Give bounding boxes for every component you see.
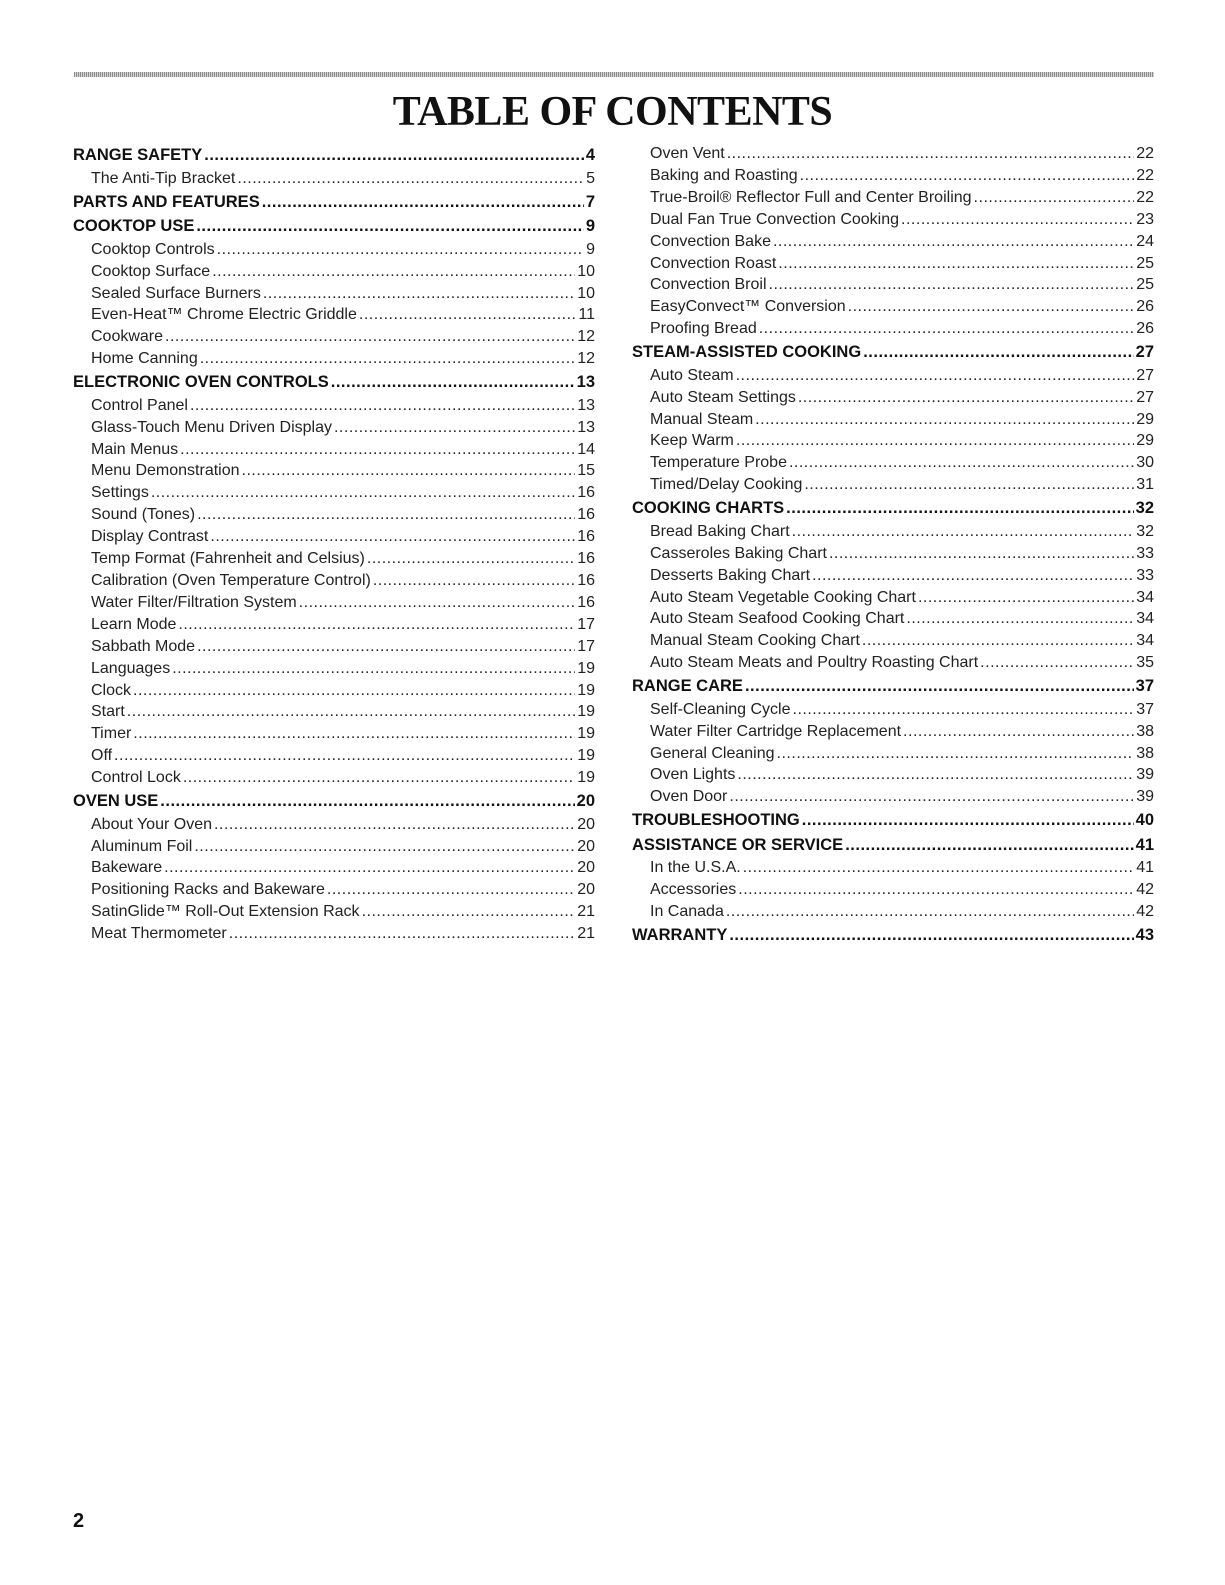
- dot-leader: [729, 923, 1133, 948]
- dot-leader: [327, 879, 575, 901]
- dot-leader: [262, 190, 584, 215]
- toc-entry-page: 34: [1136, 632, 1154, 650]
- toc-entry-page: 16: [577, 528, 595, 546]
- toc-section-entry[interactable]: [632, 808, 1154, 833]
- dot-leader: [359, 304, 577, 326]
- toc-entry-page: 27: [1136, 388, 1154, 406]
- dot-leader: [299, 592, 576, 614]
- toc-subsection-entry[interactable]: [73, 836, 595, 858]
- dot-leader: [755, 409, 1134, 431]
- toc-entry-page: 16: [577, 593, 595, 611]
- toc-section-entry[interactable]: [632, 496, 1154, 521]
- toc-subsection-entry[interactable]: [632, 630, 1154, 652]
- toc-entry-label: COOKING CHARTS: [632, 499, 785, 518]
- toc-entry-page: 19: [577, 659, 595, 677]
- toc-entry-page: 39: [1136, 788, 1154, 806]
- dot-leader: [862, 630, 1134, 652]
- toc-entry-page: 40: [1135, 811, 1154, 830]
- toc-entry-label: Bakeware: [91, 859, 163, 877]
- toc-entry-label: Keep Warm: [650, 432, 734, 450]
- toc-entry-page: 24: [1136, 232, 1154, 250]
- toc-entry-label: Temp Format (Fahrenheit and Celsius): [91, 550, 365, 568]
- toc-entry-label: Positioning Racks and Bakeware: [91, 881, 325, 899]
- toc-subsection-entry[interactable]: [73, 261, 595, 283]
- dot-leader: [980, 652, 1134, 674]
- toc-entry-label: RANGE CARE: [632, 677, 743, 696]
- toc-entry-page: 33: [1136, 566, 1154, 584]
- dot-leader: [769, 274, 1135, 296]
- toc-entry-page: 30: [1136, 454, 1154, 472]
- toc-entry-page: 19: [577, 769, 595, 787]
- toc-entry-page: 19: [577, 725, 595, 743]
- toc-entry-label: Convection Bake: [650, 232, 771, 250]
- toc-subsection-entry[interactable]: [632, 543, 1154, 565]
- dot-leader: [362, 901, 576, 923]
- toc-entry-page: 25: [1136, 254, 1154, 272]
- toc-subsection-entry[interactable]: [632, 387, 1154, 409]
- toc-subsection-entry[interactable]: [632, 721, 1154, 743]
- toc-entry-page: 5: [586, 169, 595, 187]
- toc-subsection-entry[interactable]: [632, 587, 1154, 609]
- toc-entry-label: COOKTOP USE: [73, 217, 195, 236]
- dot-leader: [789, 452, 1134, 474]
- toc-right-column: [632, 143, 1154, 948]
- toc-entry-page: 22: [1136, 188, 1154, 206]
- toc-entry-page: 42: [1136, 881, 1154, 899]
- dot-leader: [727, 143, 1134, 165]
- dot-leader: [773, 231, 1134, 253]
- dot-leader: [974, 187, 1135, 209]
- toc-entry-page: 19: [577, 703, 595, 721]
- toc-entry-label: Self-Cleaning Cycle: [650, 700, 791, 718]
- toc-subsection-entry[interactable]: [632, 608, 1154, 630]
- toc-subsection-entry[interactable]: [632, 318, 1154, 340]
- dot-leader: [906, 608, 1134, 630]
- toc-entry-page: 12: [577, 350, 595, 368]
- toc-entry-page: 25: [1136, 276, 1154, 294]
- toc-subsection-entry[interactable]: [632, 699, 1154, 721]
- toc-entry-page: 27: [1135, 343, 1154, 362]
- toc-subsection-entry[interactable]: [73, 723, 595, 745]
- toc-entry-page: 39: [1136, 766, 1154, 784]
- dot-leader: [160, 789, 574, 814]
- toc-entry-label: Auto Steam Settings: [650, 388, 796, 406]
- toc-subsection-entry[interactable]: [632, 857, 1154, 879]
- toc-entry-label: Accessories: [650, 881, 737, 899]
- dot-leader: [759, 318, 1134, 340]
- toc-entry-page: 37: [1135, 677, 1154, 696]
- toc-entry-page: 27: [1136, 366, 1154, 384]
- toc-entry-page: 9: [586, 240, 595, 258]
- toc-subsection-entry[interactable]: [73, 304, 595, 326]
- toc-entry-label: Manual Steam Cooking Chart: [650, 632, 860, 650]
- toc-subsection-entry[interactable]: [73, 439, 595, 461]
- toc-subsection-entry[interactable]: [632, 565, 1154, 587]
- toc-section-entry[interactable]: [73, 143, 595, 168]
- toc-entry-label: ASSISTANCE OR SERVICE: [632, 835, 844, 854]
- toc-entry-label: PARTS AND FEATURES: [73, 192, 260, 211]
- dot-leader: [812, 565, 1134, 587]
- dot-leader: [180, 439, 575, 461]
- toc-subsection-entry[interactable]: [632, 879, 1154, 901]
- toc-entry-label: Casseroles Baking Chart: [650, 544, 827, 562]
- toc-entry-label: Even-Heat™ Chrome Electric Griddle: [91, 306, 357, 324]
- toc-subsection-entry[interactable]: [73, 348, 595, 370]
- dot-leader: [738, 879, 1134, 901]
- dot-leader: [194, 836, 575, 858]
- toc-entry-page: 42: [1136, 903, 1154, 921]
- toc-entry-label: Languages: [91, 659, 171, 677]
- toc-entry-label: Learn Mode: [91, 615, 177, 633]
- dot-leader: [804, 474, 1134, 496]
- toc-entry-label: In the U.S.A.: [650, 859, 741, 877]
- toc-entry-page: 21: [577, 925, 595, 943]
- dot-leader: [151, 482, 575, 504]
- toc-entry-page: 21: [577, 903, 595, 921]
- toc-subsection-entry[interactable]: [73, 283, 595, 305]
- toc-entry-page: 43: [1135, 926, 1154, 945]
- toc-entry-label: Timer: [91, 725, 132, 743]
- toc-entry-label: OVEN USE: [73, 792, 159, 811]
- toc-entry-page: 20: [577, 837, 595, 855]
- toc-entry-label: Timed/Delay Cooking: [650, 476, 803, 494]
- toc-subsection-entry[interactable]: [632, 786, 1154, 808]
- dot-leader: [793, 699, 1135, 721]
- toc-entry-page: 29: [1136, 432, 1154, 450]
- toc-entry-page: 19: [577, 747, 595, 765]
- dot-leader: [178, 614, 575, 636]
- toc-subsection-entry[interactable]: [73, 504, 595, 526]
- toc-entry-label: Bread Baking Chart: [650, 522, 790, 540]
- toc-entry-label: Main Menus: [91, 440, 179, 458]
- toc-subsection-entry[interactable]: [73, 923, 595, 945]
- toc-subsection-entry[interactable]: [73, 239, 595, 261]
- toc-subsection-entry[interactable]: [632, 365, 1154, 387]
- dot-leader: [114, 745, 575, 767]
- dot-leader: [229, 923, 575, 945]
- dot-leader: [726, 901, 1134, 923]
- dot-leader: [863, 340, 1133, 365]
- toc-entry-label: Proofing Bread: [650, 320, 757, 338]
- toc-entry-label: Auto Steam Seafood Cooking Chart: [650, 610, 905, 628]
- dot-leader: [901, 209, 1134, 231]
- toc-entry-label: General Cleaning: [650, 744, 775, 762]
- toc-entry-page: 37: [1136, 700, 1154, 718]
- toc-entry-label: Settings: [91, 484, 149, 502]
- toc-entry-label: Off: [91, 747, 113, 765]
- toc-entry-page: 14: [577, 440, 595, 458]
- toc-entry-label: Cookware: [91, 328, 164, 346]
- dot-leader: [133, 680, 575, 702]
- toc-entry-page: 22: [1136, 166, 1154, 184]
- toc-entry-page: 10: [577, 284, 595, 302]
- dot-leader: [190, 395, 575, 417]
- toc-entry-page: 16: [577, 484, 595, 502]
- toc-entry-page: 29: [1136, 410, 1154, 428]
- toc-entry-page: 20: [577, 815, 595, 833]
- toc-entry-label: Control Panel: [91, 396, 188, 414]
- dot-leader: [183, 767, 575, 789]
- dot-leader: [778, 253, 1134, 275]
- toc-entry-label: Desserts Baking Chart: [650, 566, 811, 584]
- toc-entry-page: 32: [1136, 522, 1154, 540]
- toc-entry-label: ELECTRONIC OVEN CONTROLS: [73, 373, 329, 392]
- toc-entry-page: 38: [1136, 722, 1154, 740]
- toc-section-entry[interactable]: [632, 674, 1154, 699]
- toc-entry-label: Auto Steam Meats and Poultry Roasting Chart: [650, 654, 979, 672]
- dot-leader: [802, 808, 1134, 833]
- header-rule: [74, 72, 1154, 77]
- dot-leader: [197, 636, 575, 658]
- toc-entry-label: Auto Steam: [650, 366, 734, 384]
- dot-leader: [743, 857, 1134, 879]
- toc-subsection-entry[interactable]: [632, 764, 1154, 786]
- toc-subsection-entry[interactable]: [632, 296, 1154, 318]
- dot-leader: [736, 430, 1134, 452]
- toc-entry-page: 41: [1135, 835, 1154, 854]
- toc-entry-page: 41: [1136, 859, 1154, 877]
- toc-subsection-entry[interactable]: [632, 474, 1154, 496]
- dot-leader: [214, 814, 575, 836]
- toc-entry-page: 4: [585, 146, 595, 164]
- toc-subsection-entry[interactable]: [632, 652, 1154, 674]
- toc-entry-label: Temperature Probe: [650, 454, 787, 472]
- toc-entry-page: 13: [577, 396, 595, 414]
- toc-entry-page: 7: [585, 192, 595, 211]
- toc-subsection-entry[interactable]: [73, 879, 595, 901]
- toc-section-entry[interactable]: [632, 340, 1154, 365]
- toc-subsection-entry[interactable]: [73, 482, 595, 504]
- toc-subsection-entry[interactable]: [632, 143, 1154, 165]
- dot-leader: [217, 239, 584, 261]
- toc-subsection-entry[interactable]: [73, 901, 595, 923]
- toc-section-entry[interactable]: [73, 214, 595, 239]
- toc-subsection-entry[interactable]: [73, 460, 595, 482]
- dot-leader: [792, 521, 1135, 543]
- dot-leader: [729, 786, 1134, 808]
- toc-entry-label: Clock: [91, 681, 132, 699]
- toc-entry-page: 12: [577, 328, 595, 346]
- toc-entry-label: Control Lock: [91, 769, 181, 787]
- toc-subsection-entry[interactable]: [73, 701, 595, 723]
- toc-subsection-entry[interactable]: [73, 767, 595, 789]
- toc-entry-label: EasyConvect™ Conversion: [650, 298, 846, 316]
- toc-section-entry[interactable]: [632, 833, 1154, 858]
- toc-entry-page: 19: [577, 681, 595, 699]
- toc-entry-label: Glass-Touch Menu Driven Display: [91, 418, 332, 436]
- toc-entry-label: Dual Fan True Convection Cooking: [650, 210, 900, 228]
- dot-leader: [745, 674, 1134, 699]
- toc-entry-page: 17: [577, 637, 595, 655]
- toc-section-entry[interactable]: [632, 923, 1154, 948]
- toc-entry-page: 33: [1136, 544, 1154, 562]
- dot-leader: [263, 283, 575, 305]
- dot-leader: [798, 387, 1134, 409]
- toc-entry-page: 23: [1136, 210, 1154, 228]
- toc-entry-label: TROUBLESHOOTING: [632, 811, 800, 830]
- toc-subsection-entry[interactable]: [632, 165, 1154, 187]
- toc-entry-page: 22: [1136, 145, 1154, 162]
- toc-entry-label: In Canada: [650, 903, 724, 921]
- dot-leader: [200, 348, 575, 370]
- toc-subsection-entry[interactable]: [632, 187, 1154, 209]
- toc-subsection-entry[interactable]: [73, 680, 595, 702]
- dot-leader: [373, 570, 575, 592]
- toc-subsection-entry[interactable]: [632, 521, 1154, 543]
- dot-leader: [367, 548, 575, 570]
- toc-entry-label: Water Filter Cartridge Replacement: [650, 722, 902, 740]
- dot-leader: [737, 764, 1134, 786]
- toc-entry-page: 20: [577, 859, 595, 877]
- toc-entry-label: Start: [91, 703, 125, 721]
- toc-entry-label: Cooktop Controls: [91, 240, 215, 258]
- toc-entry-label: Oven Lights: [650, 766, 736, 784]
- toc-subsection-entry[interactable]: [73, 592, 595, 614]
- toc-subsection-entry[interactable]: [632, 231, 1154, 253]
- dot-leader: [196, 214, 583, 239]
- toc-subsection-entry[interactable]: [73, 548, 595, 570]
- toc-entry-label: Convection Roast: [650, 254, 777, 272]
- dot-leader: [197, 504, 575, 526]
- toc-entry-page: 13: [577, 418, 595, 436]
- dot-leader: [242, 460, 576, 482]
- toc-entry-label: Display Contrast: [91, 528, 209, 546]
- dot-leader: [237, 168, 584, 190]
- toc-subsection-entry[interactable]: [73, 570, 595, 592]
- toc-entry-label: Home Canning: [91, 350, 198, 368]
- dot-leader: [133, 723, 575, 745]
- dot-leader: [164, 857, 575, 879]
- toc-entry-page: 13: [576, 373, 595, 392]
- toc-entry-label: Sabbath Mode: [91, 637, 196, 655]
- toc-subsection-entry[interactable]: [632, 901, 1154, 923]
- toc-entry-label: Sealed Surface Burners: [91, 284, 261, 302]
- dot-leader: [165, 326, 575, 348]
- dot-leader: [212, 261, 575, 283]
- toc-subsection-entry[interactable]: [73, 326, 595, 348]
- toc-entry-page: 9: [585, 217, 595, 236]
- toc-entry-label: Cooktop Surface: [91, 262, 211, 280]
- dot-leader: [800, 165, 1135, 187]
- toc-subsection-entry[interactable]: [73, 526, 595, 548]
- toc-subsection-entry[interactable]: [632, 253, 1154, 275]
- toc-entry-page: 31: [1136, 476, 1154, 494]
- dot-leader: [172, 658, 575, 680]
- toc-subsection-entry[interactable]: [632, 409, 1154, 431]
- dot-leader: [334, 417, 575, 439]
- toc-entry-page: 26: [1136, 320, 1154, 338]
- toc-entry-page: 26: [1136, 298, 1154, 316]
- dot-leader: [736, 365, 1135, 387]
- toc-subsection-entry[interactable]: [73, 168, 595, 190]
- toc-entry-page: 38: [1136, 744, 1154, 762]
- toc-entry-label: RANGE SAFETY: [73, 146, 203, 164]
- toc-entry-page: 35: [1136, 654, 1154, 672]
- dot-leader: [331, 370, 575, 395]
- toc-entry-page: 16: [577, 571, 595, 589]
- dot-leader: [829, 543, 1134, 565]
- toc-section-entry[interactable]: [73, 370, 595, 395]
- toc-entry-label: Water Filter/Filtration System: [91, 593, 297, 611]
- toc-subsection-entry[interactable]: [73, 857, 595, 879]
- toc-subsection-entry[interactable]: [73, 395, 595, 417]
- page-number: 2: [73, 1510, 85, 1532]
- toc-subsection-entry[interactable]: [632, 274, 1154, 296]
- toc-entry-label: Manual Steam: [650, 410, 754, 428]
- toc-entry-label: Aluminum Foil: [91, 837, 193, 855]
- toc-subsection-entry[interactable]: [632, 743, 1154, 765]
- dot-leader: [210, 526, 575, 548]
- toc-entry-label: Baking and Roasting: [650, 166, 798, 184]
- toc-entry-page: 17: [577, 615, 595, 633]
- toc-entry-label: Calibration (Oven Temperature Control): [91, 571, 371, 589]
- toc-entry-page: 11: [578, 306, 595, 324]
- dot-leader: [918, 587, 1134, 609]
- toc-entry-label: About Your Oven: [91, 815, 212, 833]
- toc-entry-label: True-Broil® Reflector Full and Center Broiling: [650, 188, 972, 206]
- toc-entry-label: Auto Steam Vegetable Cooking Chart: [650, 588, 916, 606]
- toc-entry-label: STEAM-ASSISTED COOKING: [632, 343, 862, 362]
- toc-subsection-entry[interactable]: [632, 430, 1154, 452]
- toc-entry-label: WARRANTY: [632, 926, 728, 945]
- toc-entry-page: 34: [1136, 610, 1154, 628]
- toc-entry-page: 10: [577, 262, 595, 280]
- toc-entry-label: Convection Broil: [650, 276, 767, 294]
- toc-entry-label: Oven Vent: [650, 145, 725, 162]
- toc-entry-page: 32: [1135, 499, 1154, 518]
- toc-entry-page: 15: [577, 462, 595, 480]
- toc-subsection-entry[interactable]: [632, 452, 1154, 474]
- dot-leader: [845, 833, 1133, 858]
- toc-section-entry[interactable]: [73, 190, 595, 215]
- toc-entry-label: SatinGlide™ Roll-Out Extension Rack: [91, 903, 360, 921]
- toc-entry-label: Meat Thermometer: [91, 925, 227, 943]
- toc-entry-label: Menu Demonstration: [91, 462, 240, 480]
- toc-subsection-entry[interactable]: [73, 636, 595, 658]
- toc-subsection-entry[interactable]: [73, 658, 595, 680]
- dot-leader: [127, 701, 575, 723]
- page-title: TABLE OF CONTENTS: [392, 89, 833, 135]
- toc-entry-page: 16: [577, 506, 595, 524]
- toc-subsection-entry[interactable]: [73, 614, 595, 636]
- dot-leader: [777, 743, 1135, 765]
- dot-leader: [204, 143, 584, 168]
- toc-left-column: [73, 143, 595, 945]
- toc-entry-label: Oven Door: [650, 788, 728, 806]
- toc-subsection-entry[interactable]: [632, 209, 1154, 231]
- toc-entry-page: 34: [1136, 588, 1154, 606]
- toc-subsection-entry[interactable]: [73, 745, 595, 767]
- dot-leader: [848, 296, 1135, 318]
- toc-subsection-entry[interactable]: [73, 417, 595, 439]
- toc-section-entry[interactable]: [73, 789, 595, 814]
- toc-subsection-entry[interactable]: [73, 814, 595, 836]
- dot-leader: [786, 496, 1133, 521]
- toc-entry-page: 20: [576, 792, 595, 811]
- toc-entry-page: 16: [577, 550, 595, 568]
- toc-entry-label: The Anti-Tip Bracket: [91, 169, 236, 187]
- toc-entry-label: Sound (Tones): [91, 506, 196, 524]
- dot-leader: [903, 721, 1134, 743]
- toc-entry-page: 20: [577, 881, 595, 899]
